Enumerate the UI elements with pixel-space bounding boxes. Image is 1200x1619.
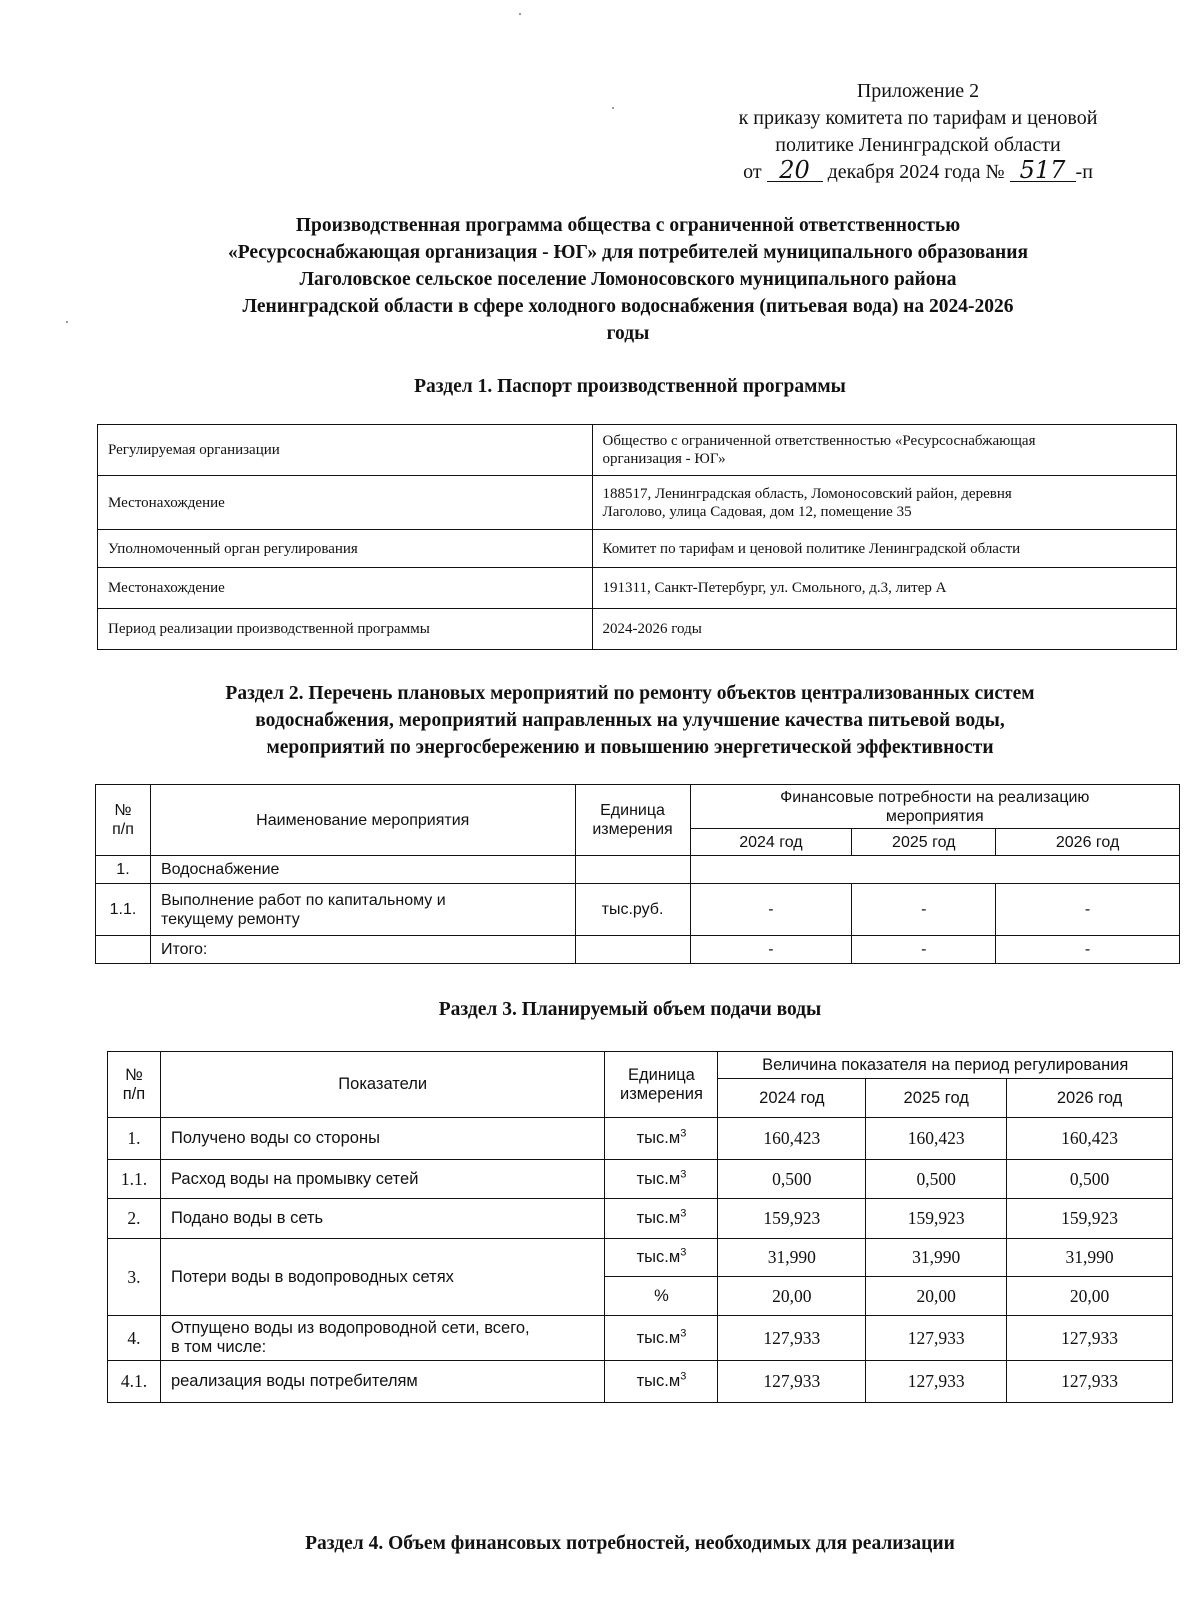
- row-value: 127,933: [718, 1361, 866, 1403]
- section2-title-line: водоснабжения, мероприятий направленных на улучшение качества питьевой воды,: [255, 710, 1005, 731]
- handwritten-number: 517: [1010, 159, 1076, 182]
- number-suffix: -п: [1075, 161, 1093, 183]
- row-name: Итого:: [150, 936, 575, 964]
- row-value: 159,923: [718, 1199, 866, 1239]
- row-value: -: [690, 884, 852, 936]
- table-row: [96, 856, 1180, 884]
- table-row: [96, 884, 1180, 936]
- passport-label: Уполномоченный орган регулирования: [98, 530, 593, 568]
- header-line: измерения: [619, 1084, 703, 1103]
- passport-value: [592, 425, 1176, 476]
- row-unit: %: [605, 1277, 718, 1316]
- row-value: -: [852, 936, 996, 964]
- activities-table: [95, 784, 1180, 964]
- row-num: 3.: [108, 1239, 161, 1316]
- header-year: 2025 год: [866, 1079, 1007, 1118]
- row-value: -: [996, 936, 1180, 964]
- header-year: 2024 год: [690, 829, 852, 856]
- table-row: [108, 1118, 1173, 1160]
- unit-base: тыс.м: [636, 1372, 681, 1390]
- row-value: 0,500: [1007, 1160, 1173, 1199]
- value-line: Общество с ограниченной ответственностью «Ресурсоснабжающая: [602, 433, 1036, 449]
- row-num: 1.: [108, 1118, 161, 1160]
- header-line: Единица: [600, 802, 665, 819]
- row-value: 31,990: [718, 1239, 866, 1277]
- header-unit: [605, 1052, 718, 1118]
- header-year: 2024 год: [718, 1079, 866, 1118]
- row-num: 4.1.: [108, 1361, 161, 1403]
- name-line: Отпущено воды из водопроводной сети, всего,: [170, 1319, 530, 1337]
- row-unit: [605, 1361, 718, 1403]
- row-name: Потери воды в водопроводных сетях: [160, 1239, 605, 1316]
- passport-label: Период реализации производственной программы: [98, 609, 593, 650]
- row-value: 31,990: [1007, 1239, 1173, 1277]
- unit-base: тыс.м: [636, 1328, 681, 1347]
- header-line: измерения: [592, 821, 673, 838]
- table-row: [108, 1160, 1173, 1199]
- passport-label: Регулируемая организации: [98, 425, 593, 476]
- value-line: Лаголово, улица Садовая, дом 12, помещение 35: [602, 503, 912, 520]
- row-unit: [605, 1239, 718, 1277]
- name-line: в том числе:: [170, 1338, 267, 1356]
- program-title-line: Ленинградской области в сфере холодного водоснабжения (питьевая вода) на 2024-2026: [242, 296, 1014, 317]
- header-line: Единица: [628, 1065, 695, 1084]
- table-header-row: [108, 1052, 1173, 1079]
- row-num: 1.: [96, 856, 151, 884]
- row-value: 31,990: [866, 1239, 1007, 1277]
- row-value: 127,933: [1007, 1316, 1173, 1361]
- header-year: 2026 год: [996, 829, 1180, 856]
- section2-title-line: мероприятий по энергосбережению и повышению энергетической эффективности: [266, 737, 994, 758]
- scan-speck: [612, 107, 614, 109]
- program-title-line: годы: [606, 323, 650, 344]
- row-unit: [605, 1118, 718, 1160]
- appendix-header: [688, 78, 1148, 186]
- row-value: 20,00: [866, 1277, 1007, 1316]
- header-year: 2025 год: [852, 829, 996, 856]
- row-value: 127,933: [866, 1361, 1007, 1403]
- header-line: №: [114, 802, 132, 819]
- row-num: 1.1.: [108, 1160, 161, 1199]
- unit-base: тыс.м: [636, 1248, 681, 1266]
- scan-speck: [519, 13, 521, 15]
- header-line: Финансовые потребности на реализацию: [780, 788, 1090, 806]
- unit-base: тыс.м: [636, 1209, 681, 1227]
- name-line: текущему ремонту: [160, 910, 300, 928]
- table-row: [108, 1239, 1173, 1277]
- row-value: -: [852, 884, 996, 936]
- row-name: [160, 1316, 605, 1361]
- row-num: 2.: [108, 1199, 161, 1239]
- program-title: [96, 212, 1160, 347]
- unit-sup: 3: [680, 1207, 687, 1220]
- name-line: Выполнение работ по капитальному и: [160, 891, 446, 909]
- row-value: 160,423: [1007, 1118, 1173, 1160]
- unit-sup: 3: [680, 1246, 687, 1259]
- row-values-empty: [690, 856, 1180, 884]
- section2-title-line: Раздел 2. Перечень плановых мероприятий по ремонту объектов централизованных систем: [225, 683, 1035, 704]
- row-value: 0,500: [718, 1160, 866, 1199]
- table-row: [108, 1316, 1173, 1361]
- value-line: организация - ЮГ»: [602, 451, 726, 467]
- table-row: [108, 1361, 1173, 1403]
- header-unit: [575, 785, 690, 856]
- row-name: [150, 884, 575, 936]
- row-name: Подано воды в сеть: [160, 1199, 605, 1239]
- row-unit: [575, 936, 690, 964]
- header-line: №: [125, 1065, 143, 1084]
- water-supply-table: [107, 1051, 1173, 1403]
- row-unit: [605, 1160, 718, 1199]
- table-row: [98, 568, 1177, 609]
- row-value: 127,933: [866, 1316, 1007, 1361]
- row-name: Водоснабжение: [150, 856, 575, 884]
- passport-value: Комитет по тарифам и ценовой политике Ленинградской области: [592, 530, 1176, 568]
- passport-value: 191311, Санкт-Петербург, ул. Смольного, д.3, литер А: [592, 568, 1176, 609]
- row-unit: [575, 856, 690, 884]
- row-value: 0,500: [866, 1160, 1007, 1199]
- row-value: 160,423: [718, 1118, 866, 1160]
- header-num: [96, 785, 151, 856]
- row-value: 127,933: [718, 1316, 866, 1361]
- table-row: [98, 425, 1177, 476]
- row-unit: [605, 1199, 718, 1239]
- table-row: [108, 1199, 1173, 1239]
- row-value: -: [996, 884, 1180, 936]
- header-num: [108, 1052, 161, 1118]
- row-value: 20,00: [718, 1277, 866, 1316]
- row-name: реализация воды потребителям: [160, 1361, 605, 1403]
- date-middle: декабря 2024 года №: [827, 161, 1005, 183]
- passport-value: 2024-2026 годы: [592, 609, 1176, 650]
- table-header-row: [96, 785, 1180, 829]
- program-title-line: «Ресурсоснабжающая организация - ЮГ» для потребителей муниципального образования: [228, 242, 1028, 263]
- unit-sup: 3: [680, 1127, 687, 1140]
- row-num: 4.: [108, 1316, 161, 1361]
- table-row: [98, 609, 1177, 650]
- header-line: п/п: [122, 1084, 146, 1103]
- passport-label: Местонахождение: [98, 476, 593, 530]
- row-value: 20,00: [1007, 1277, 1173, 1316]
- appendix-line: к приказу комитета по тарифам и ценовой: [738, 107, 1098, 129]
- unit-sup: 3: [680, 1370, 687, 1383]
- handwritten-day: 20: [767, 159, 823, 182]
- row-name: Получено воды со стороны: [160, 1118, 605, 1160]
- header-name: Наименование мероприятия: [150, 785, 575, 856]
- header-line: мероприятия: [885, 807, 984, 825]
- appendix-date-line: [688, 156, 1148, 186]
- row-value: 159,923: [1007, 1199, 1173, 1239]
- section4-title: Раздел 4. Объем финансовых потребностей, необходимых для реализации: [305, 1533, 955, 1554]
- unit-sup: 3: [680, 1327, 687, 1339]
- row-unit: [605, 1316, 718, 1361]
- appendix-line: Приложение 2: [856, 80, 980, 102]
- header-line: п/п: [112, 821, 134, 838]
- header-year: 2026 год: [1007, 1079, 1173, 1118]
- row-name: Расход воды на промывку сетей: [160, 1160, 605, 1199]
- row-unit: тыс.руб.: [575, 884, 690, 936]
- passport-label: Местонахождение: [98, 568, 593, 609]
- header-finance: [690, 785, 1180, 829]
- value-line: 188517, Ленинградская область, Ломоносовский район, деревня: [602, 485, 1012, 502]
- row-value: 159,923: [866, 1199, 1007, 1239]
- passport-table: [97, 424, 1177, 650]
- section3-title: Раздел 3. Планируемый объем подачи воды: [438, 999, 822, 1020]
- scan-speck: [66, 321, 68, 323]
- appendix-line: политике Ленинградской области: [775, 134, 1061, 156]
- program-title-line: Лаголовское сельское поселение Ломоносовского муниципального района: [299, 269, 957, 290]
- table-row: [98, 476, 1177, 530]
- row-value: 160,423: [866, 1118, 1007, 1160]
- unit-base: тыс.м: [636, 1129, 681, 1147]
- row-value: 127,933: [1007, 1361, 1173, 1403]
- table-row: [98, 530, 1177, 568]
- row-num: 1.1.: [96, 884, 151, 936]
- program-title-line: Производственная программа общества с ограниченной ответственностью: [295, 215, 961, 236]
- passport-value: [592, 476, 1176, 530]
- unit-sup: 3: [680, 1168, 687, 1180]
- row-value: -: [690, 936, 852, 964]
- table-row: [96, 936, 1180, 964]
- unit-base: тыс.м: [636, 1169, 681, 1188]
- section2-title: [60, 680, 1200, 761]
- date-prefix: от: [743, 161, 762, 183]
- header-period: Величина показателя на период регулирования: [718, 1052, 1173, 1079]
- row-num: [96, 936, 151, 964]
- section1-title: Раздел 1. Паспорт производственной программы: [414, 376, 846, 397]
- header-name: Показатели: [160, 1052, 605, 1118]
